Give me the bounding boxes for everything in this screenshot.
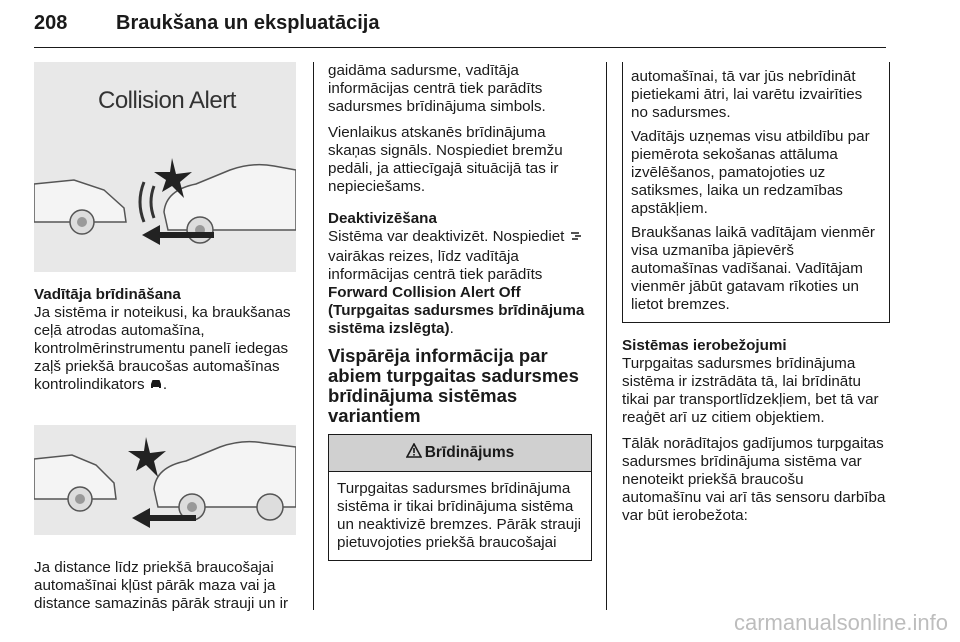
limits-text: Turpgaitas sadursmes brīdinājuma sistēma ir izstrādāta tā, lai brīdinātu tikai par transportlīdzekļiem, bet tā var reaģēt arī uz citiem objektiem. bbox=[622, 355, 879, 426]
deactivation-text: Sistēma var deaktivizēt. Nospiediet vairākas reizes, līdz vadītāja informācijas centrā tiek parādīts Forward Collision Alert Off (Turpgaitas sadursmes brīdinājuma sistēma izslēgta). bbox=[328, 228, 585, 337]
page-header bbox=[34, 6, 886, 46]
distance-illustration bbox=[34, 425, 296, 535]
collision-illustration bbox=[34, 62, 296, 272]
column-1 bbox=[34, 62, 300, 621]
column-divider-1 bbox=[313, 62, 314, 610]
warning-continued-text: automašīnai, tā var jūs nebrīdināt pietiekami ātri, lai varētu izvairīties no sadursmes. bbox=[631, 68, 863, 121]
column-3 bbox=[622, 62, 886, 533]
collision-alert-figure bbox=[34, 62, 296, 272]
heading-general-info: Vispārēja informācija par abiem turpgaitas sadursmes brīdinājuma sistēmas variantiem bbox=[328, 345, 579, 426]
warning-text: Turpgaitas sadursmes brīdinājuma sistēma ir tikai brīdinājuma sistēma un neaktivizē bremzes. Pārāk strauji pietuvojoties priekšā braucošajai bbox=[337, 480, 581, 551]
watermark: carmanualsonline.info bbox=[733, 610, 948, 635]
warning-box bbox=[328, 434, 592, 561]
column-2 bbox=[328, 62, 592, 561]
distance-text: Ja distance līdz priekšā braucošajai automašīnai kļūst pārāk maza vai ja distance samazinās pārāk strauji un ir bbox=[34, 559, 289, 612]
column-divider-2 bbox=[606, 62, 607, 610]
driver-attention-text: Braukšanas laikā vadītājam vienmēr visa uzmanība jāpievērš automašīnas vadīšanai. Vadītājam vienmēr jābūt gatavam rīkoties un lietot bremzes. bbox=[631, 224, 875, 313]
chime-text: Vienlaikus atskanēs brīdinājuma skaņas signāls. Nospiediet bremžu pedāli, ja attiecīgajā situācijā tas ir nepieciešams. bbox=[328, 124, 563, 195]
warning-label: Brīdinājums bbox=[424, 444, 515, 461]
distance-warning-figure bbox=[34, 425, 296, 535]
limits-cases-text: Tālāk norādītajos gadījumos turpgaitas sadursmes brīdinājuma sistēma var nenoteikt priekšā braucošu automašīnu vai arī tās sensoru darbība var būt ierobežota: bbox=[622, 435, 886, 524]
heading-deactivation: Deaktivizēšana bbox=[328, 210, 437, 227]
chapter-title: Braukšana un ekspluatācija bbox=[116, 12, 380, 34]
page-number: 208 bbox=[34, 12, 68, 34]
collision-alert-button-icon bbox=[569, 229, 583, 248]
warning-box-continued bbox=[622, 62, 890, 323]
car-front-icon bbox=[149, 377, 163, 395]
heading-driver-alert: Vadītāja brīdināšana bbox=[34, 286, 181, 303]
driver-responsibility-text: Vadītājs uzņemas visu atbildību par piemērota sekošanas attāluma izvēlēšanos, pamatojoties uz satiksmes, laika un redzamības apstākļiem. bbox=[631, 128, 870, 217]
alert-symbol-text: gaidāma sadursme, vadītāja informācijas centrā tiek parādīts sadursmes brīdinājuma simbols. bbox=[328, 62, 546, 115]
figure-title: Collision Alert bbox=[98, 87, 236, 114]
warning-triangle-icon bbox=[406, 443, 422, 463]
warning-header bbox=[329, 435, 591, 472]
heading-system-limits: Sistēmas ierobežojumi bbox=[622, 337, 787, 354]
header-rule bbox=[34, 47, 886, 48]
driver-alert-text: Ja sistēma ir noteikusi, ka braukšanas ceļā atrodas automašīna, kontrolmērinstrumentu panelī iedegas zaļš priekšā braucošas automašīnas kontrolindikators . bbox=[34, 304, 291, 393]
